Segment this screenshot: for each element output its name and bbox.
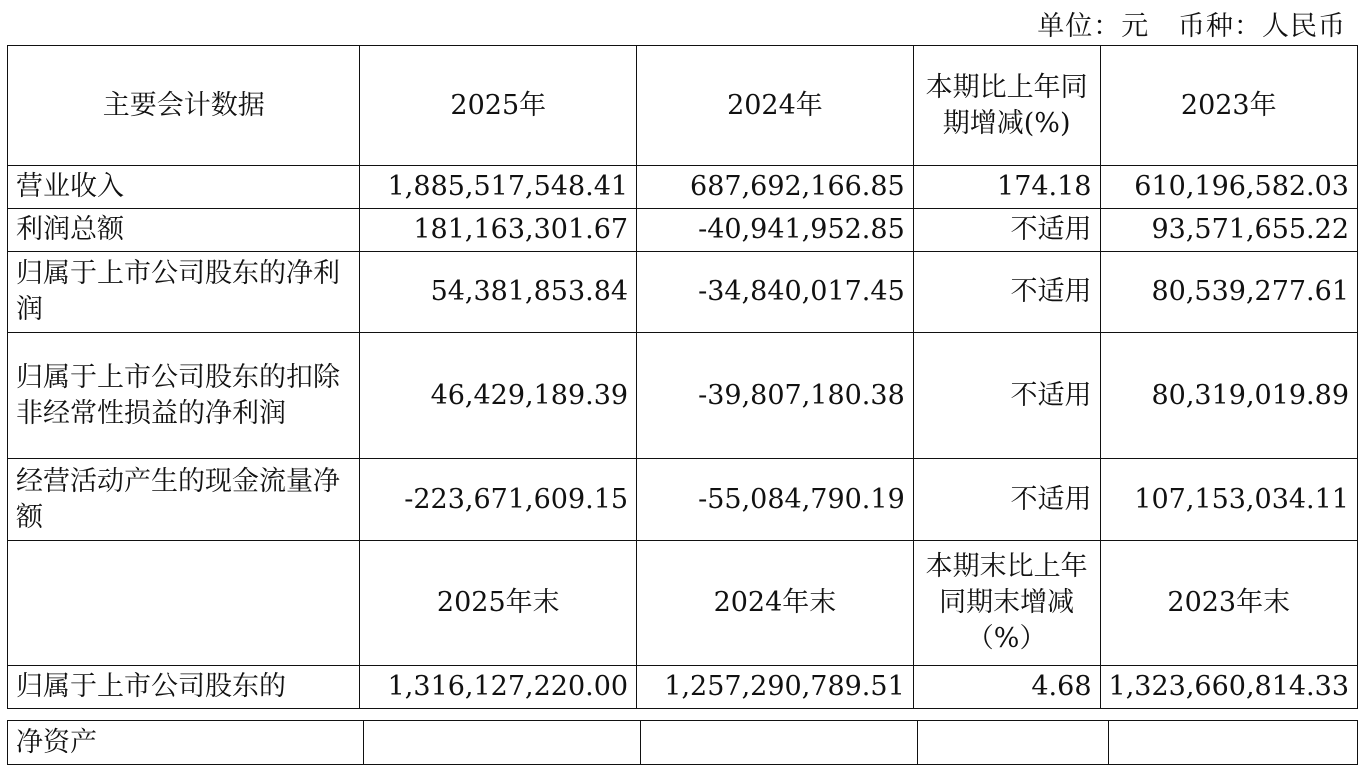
table-row — [8, 721, 1358, 765]
header-cell: 2024年末 — [637, 541, 914, 666]
row-label: 归属于上市公司股东的扣除非经常性损益的净利润 — [8, 333, 360, 459]
value-2024: 687,692,166.85 — [637, 166, 914, 209]
value-2023: 80,539,277.61 — [1100, 252, 1358, 333]
row-label: 净资产 — [8, 721, 364, 765]
row-label: 归属于上市公司股东的 — [8, 666, 360, 709]
value-2025: 181,163,301.67 — [360, 209, 637, 252]
unit-label: 单位：元 — [1037, 11, 1150, 42]
value-2025: 54,381,853.84 — [360, 252, 637, 333]
empty-cell — [917, 721, 1108, 765]
table-row — [8, 666, 1358, 709]
header-cell: 2023年末 — [1100, 541, 1358, 666]
table-row — [8, 459, 1358, 541]
currency-label: 币种：人民币 — [1178, 11, 1346, 42]
header-cell: 主要会计数据 — [8, 46, 360, 166]
table-row — [8, 252, 1358, 333]
change-percent: 不适用 — [913, 333, 1100, 459]
value-2025-end: 1,316,127,220.00 — [360, 666, 637, 709]
header-cell: 本期末比上年同期末增减（%） — [913, 541, 1100, 666]
value-2023: 93,571,655.22 — [1100, 209, 1358, 252]
change-percent: 174.18 — [913, 166, 1100, 209]
value-2025: -223,671,609.15 — [360, 459, 637, 541]
header-row-period-end — [8, 541, 1358, 666]
table-row — [8, 333, 1358, 459]
change-percent: 不适用 — [913, 459, 1100, 541]
header-cell: 2025年末 — [360, 541, 637, 666]
value-2024: -39,807,180.38 — [637, 333, 914, 459]
empty-cell — [1108, 721, 1357, 765]
value-2024: -34,840,017.45 — [637, 252, 914, 333]
change-percent: 4.68 — [913, 666, 1100, 709]
continued-table — [7, 720, 1358, 765]
header-cell: 本期比上年同期增减(%) — [913, 46, 1100, 166]
unit-currency-line — [1037, 4, 1346, 43]
value-2023-end: 1,323,660,814.33 — [1100, 666, 1358, 709]
value-2025: 1,885,517,548.41 — [360, 166, 637, 209]
empty-cell — [363, 721, 640, 765]
row-label: 营业收入 — [8, 166, 360, 209]
value-2023: 610,196,582.03 — [1100, 166, 1358, 209]
row-label: 经营活动产生的现金流量净额 — [8, 459, 360, 541]
accounting-data-table — [7, 45, 1358, 709]
value-2023: 80,319,019.89 — [1100, 333, 1358, 459]
table-row — [8, 166, 1358, 209]
header-cell — [8, 541, 360, 666]
empty-cell — [640, 721, 917, 765]
change-percent: 不适用 — [913, 252, 1100, 333]
header-cell: 2024年 — [637, 46, 914, 166]
header-cell: 2025年 — [360, 46, 637, 166]
row-label: 利润总额 — [8, 209, 360, 252]
header-row — [8, 46, 1358, 166]
table-row — [8, 209, 1358, 252]
value-2024: -40,941,952.85 — [637, 209, 914, 252]
header-cell: 2023年 — [1100, 46, 1358, 166]
value-2023: 107,153,034.11 — [1100, 459, 1358, 541]
change-percent: 不适用 — [913, 209, 1100, 252]
value-2024: -55,084,790.19 — [637, 459, 914, 541]
value-2024-end: 1,257,290,789.51 — [637, 666, 914, 709]
value-2025: 46,429,189.39 — [360, 333, 637, 459]
row-label: 归属于上市公司股东的净利润 — [8, 252, 360, 333]
